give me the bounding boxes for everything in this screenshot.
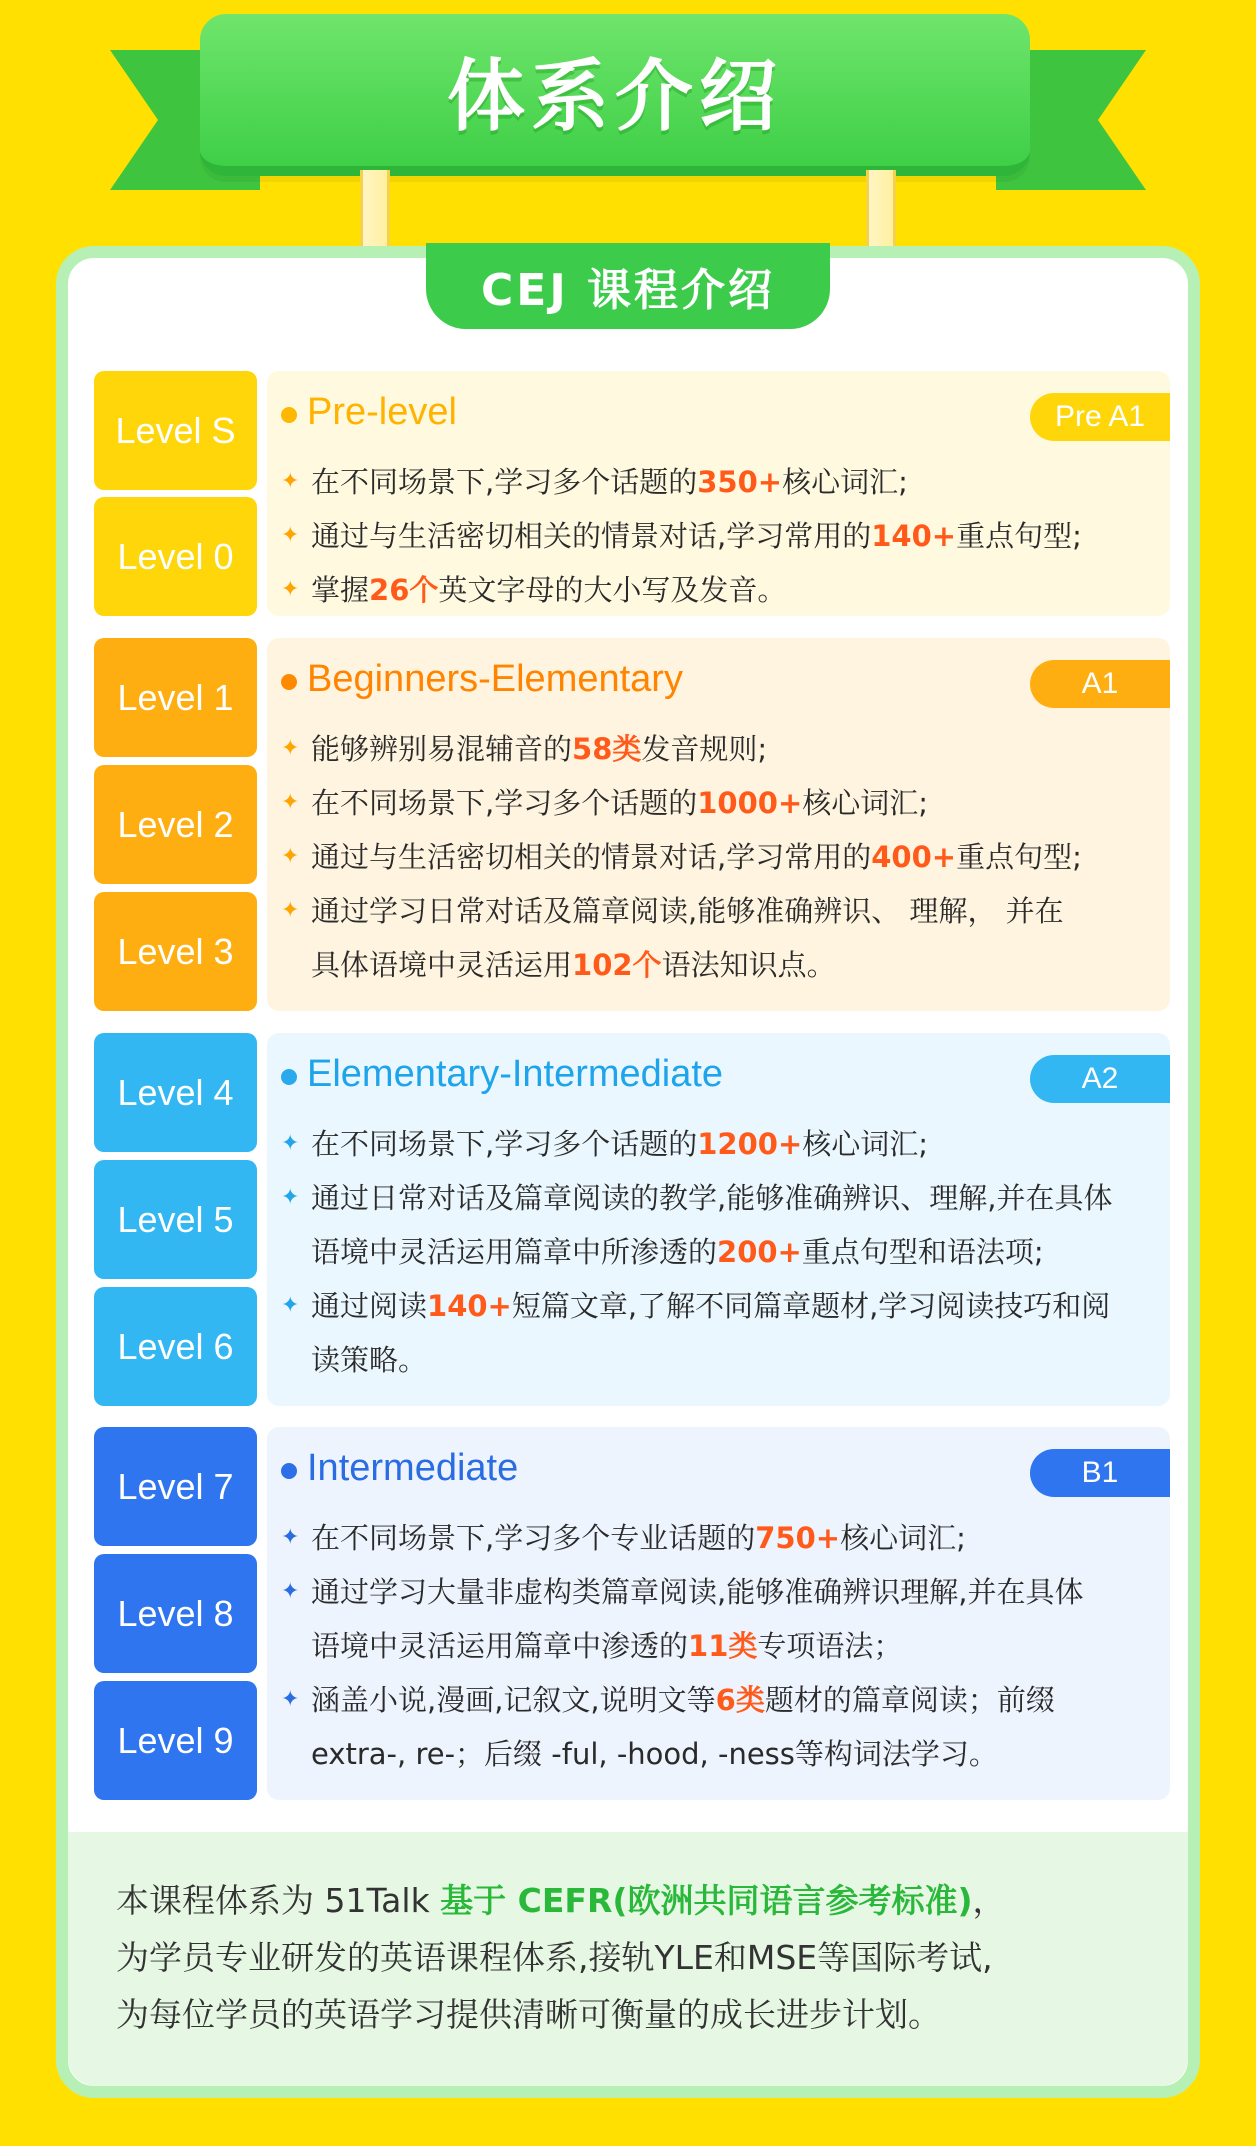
cefr-badge: A1 <box>1030 660 1170 708</box>
list-item: ✦ 涵盖小说,漫画,记叙文,说明文等6类题材的篇章阅读；前缀 <box>281 1673 1160 1727</box>
list-item: ✦ 在不同场景下,学习多个话题的350+核心词汇; <box>281 455 1160 509</box>
level-8-button[interactable]: Level 8 <box>94 1554 257 1673</box>
list-item-continuation: 语境中灵活运用篇章中渗透的11类专项语法； <box>311 1629 903 1663</box>
level-5-button[interactable]: Level 5 <box>94 1160 257 1279</box>
cefr-badge: B1 <box>1030 1449 1170 1497</box>
group-title <box>281 658 683 701</box>
level-0-button[interactable]: Level 0 <box>94 497 257 616</box>
dot-icon <box>281 1069 297 1085</box>
cefr-badge: Pre A1 <box>1030 393 1170 441</box>
list-item: ✦ 通过与生活密切相关的情景对话,学习常用的400+重点句型; <box>281 830 1160 884</box>
footer-line-1: 本课程体系为 51Talk 基于 CEFR(欧洲共同语言参考标准)， <box>116 1881 1006 1920</box>
group-panel-intermediate <box>267 1427 1170 1800</box>
group-panel-elementary-intermediate <box>267 1033 1170 1406</box>
star-icon: ✦ <box>281 1131 300 1156</box>
group-panel-beginners-elementary <box>267 638 1170 1011</box>
list-item: ✦ 在不同场景下,学习多个话题的1200+核心词汇; <box>281 1117 1160 1171</box>
star-icon: ✦ <box>281 1525 300 1550</box>
level-4-button[interactable]: Level 4 <box>94 1033 257 1152</box>
group-title <box>281 1447 518 1490</box>
star-icon: ✦ <box>281 1185 300 1210</box>
dot-icon <box>281 674 297 690</box>
star-icon: ✦ <box>281 736 300 761</box>
level-7-button[interactable]: Level 7 <box>94 1427 257 1546</box>
header-banner <box>200 14 1030 176</box>
list-item: ✦ 通过学习日常对话及篇章阅读,能够准确辨识、 理解， 并在 <box>281 884 1160 938</box>
star-icon: ✦ <box>281 577 300 602</box>
level-s-button[interactable]: Level S <box>94 371 257 490</box>
page-title: 体系介绍 <box>446 52 783 142</box>
star-icon: ✦ <box>281 1579 300 1604</box>
group-title-text: Pre-level <box>307 391 457 433</box>
list-item-continuation: 读策略。 <box>311 1343 428 1377</box>
dot-icon <box>281 407 297 423</box>
star-icon: ✦ <box>281 844 300 869</box>
group-title-text: Intermediate <box>307 1447 519 1489</box>
star-icon: ✦ <box>281 523 300 548</box>
level-3-button[interactable]: Level 3 <box>94 892 257 1011</box>
level-9-button[interactable]: Level 9 <box>94 1681 257 1800</box>
list-item-continuation: extra-, re-；后缀 -ful, -hood, -ness等构词法学习。 <box>311 1737 998 1771</box>
banner-post-left <box>360 170 390 250</box>
list-item: ✦ 通过日常对话及篇章阅读的教学,能够准确辨识、理解,并在具体 <box>281 1171 1160 1225</box>
list-item-continuation: 语境中灵活运用篇章中所渗透的200+重点句型和语法项; <box>311 1235 1044 1269</box>
list-item: ✦ 在不同场景下,学习多个专业话题的750+核心词汇; <box>281 1511 1160 1565</box>
star-icon: ✦ <box>281 1687 300 1712</box>
group-panel-pre-level <box>267 371 1170 616</box>
level-2-button[interactable]: Level 2 <box>94 765 257 884</box>
dot-icon <box>281 1463 297 1479</box>
cefr-badge: A2 <box>1030 1055 1170 1103</box>
level-1-button[interactable]: Level 1 <box>94 638 257 757</box>
star-icon: ✦ <box>281 790 300 815</box>
level-6-button[interactable]: Level 6 <box>94 1287 257 1406</box>
list-item-continuation: 具体语境中灵活运用102个语法知识点。 <box>311 948 836 982</box>
list-item: ✦ 通过与生活密切相关的情景对话,学习常用的140+重点句型; <box>281 509 1160 563</box>
group-title <box>281 1053 723 1096</box>
subtitle-tab: CEJ 课程介绍 <box>426 243 830 329</box>
star-icon: ✦ <box>281 469 300 494</box>
footer-line-3: 为每位学员的英语学习提供清晰可衡量的成长进步计划。 <box>116 1995 941 2034</box>
star-icon: ✦ <box>281 898 300 923</box>
list-item: ✦ 在不同场景下,学习多个话题的1000+核心词汇; <box>281 776 1160 830</box>
group-title-text: Elementary-Intermediate <box>307 1053 724 1095</box>
group-title-text: Beginners-Elementary <box>307 658 683 700</box>
footer-note <box>68 1832 1188 2086</box>
star-icon: ✦ <box>281 1293 300 1318</box>
list-item: ✦ 能够辨别易混辅音的58类发音规则; <box>281 722 1160 776</box>
list-item: ✦ 掌握26个英文字母的大小写及发音。 <box>281 563 1160 617</box>
footer-line-2: 为学员专业研发的英语课程体系,接轨YLE和MSE等国际考试, <box>116 1938 993 1977</box>
list-item: ✦ 通过阅读140+短篇文章,了解不同篇章题材,学习阅读技巧和阅 <box>281 1279 1160 1333</box>
banner-post-right <box>866 170 896 250</box>
group-title <box>281 391 457 434</box>
list-item: ✦ 通过学习大量非虚构类篇章阅读,能够准确辨识理解,并在具体 <box>281 1565 1160 1619</box>
